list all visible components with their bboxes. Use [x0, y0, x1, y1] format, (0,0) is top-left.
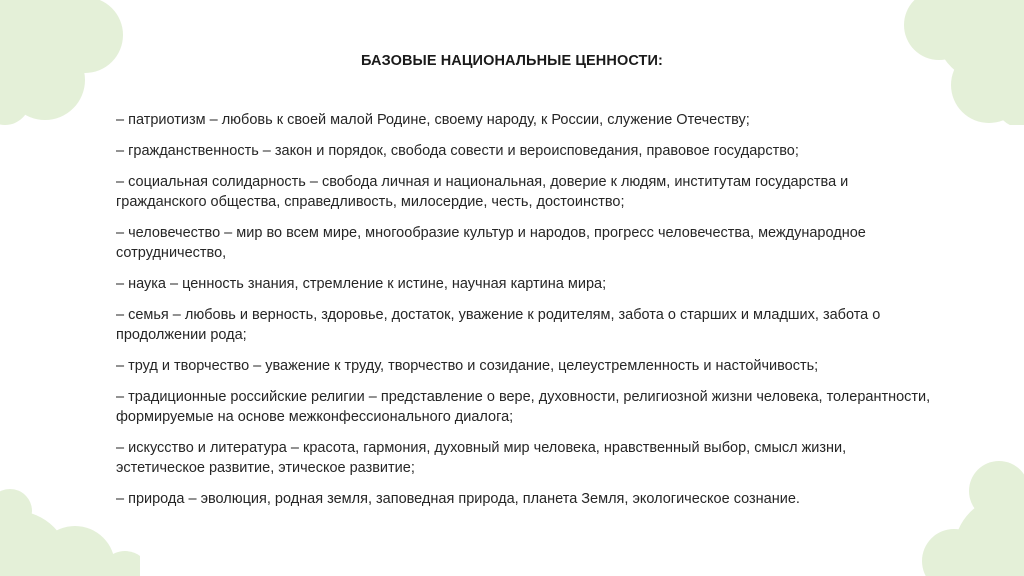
list-item-social-solidarity: – социальная солидарность – свобода личная и национальная, доверие к людям, институтам государства и гражданского общества, справедливость, милосердие, честь, достоинство;	[116, 174, 849, 210]
list-item-science: – наука – ценность знания, стремление к истине, научная картина мира;	[116, 276, 607, 292]
list-item-nature: – природа – эволюция, родная земля, заповедная природа, планета Земля, экологическое сознание.	[116, 491, 800, 507]
list-item-patriotism: – патриотизм – любовь к своей малой Родине, своему народу, к России, служение Отечеству;	[116, 112, 750, 128]
list-item-family: – семья – любовь и верность, здоровье, достаток, уважение к родителям, забота о старших и младших, забота о продолжении рода;	[116, 307, 881, 343]
list-item-humanity: – человечество – мир во всем мире, многообразие культур и народов, прогресс человечества, международное сотрудничество,	[116, 225, 866, 261]
list-item-citizenship: – гражданственность – закон и порядок, свобода совести и вероисповедания, правовое государство;	[116, 143, 799, 159]
list-item-labor-creativity: – труд и творчество – уважение к труду, творчество и созидание, целеустремленность и настойчивость;	[116, 358, 819, 374]
values-list	[116, 110, 936, 520]
list-item-art-literature: – искусство и литература – красота, гармония, духовный мир человека, нравственный выбор, смысл жизни, эстетическое развитие, этическое развитие;	[116, 440, 847, 476]
slide-title: БАЗОВЫЕ НАЦИОНАЛЬНЫЕ ЦЕННОСТИ:	[361, 53, 663, 69]
list-item-religions: – традиционные российские религии – представление о вере, духовности, религиозной жизни человека, толерантности, формируемые на основе межконфессионального диалога;	[116, 389, 931, 425]
